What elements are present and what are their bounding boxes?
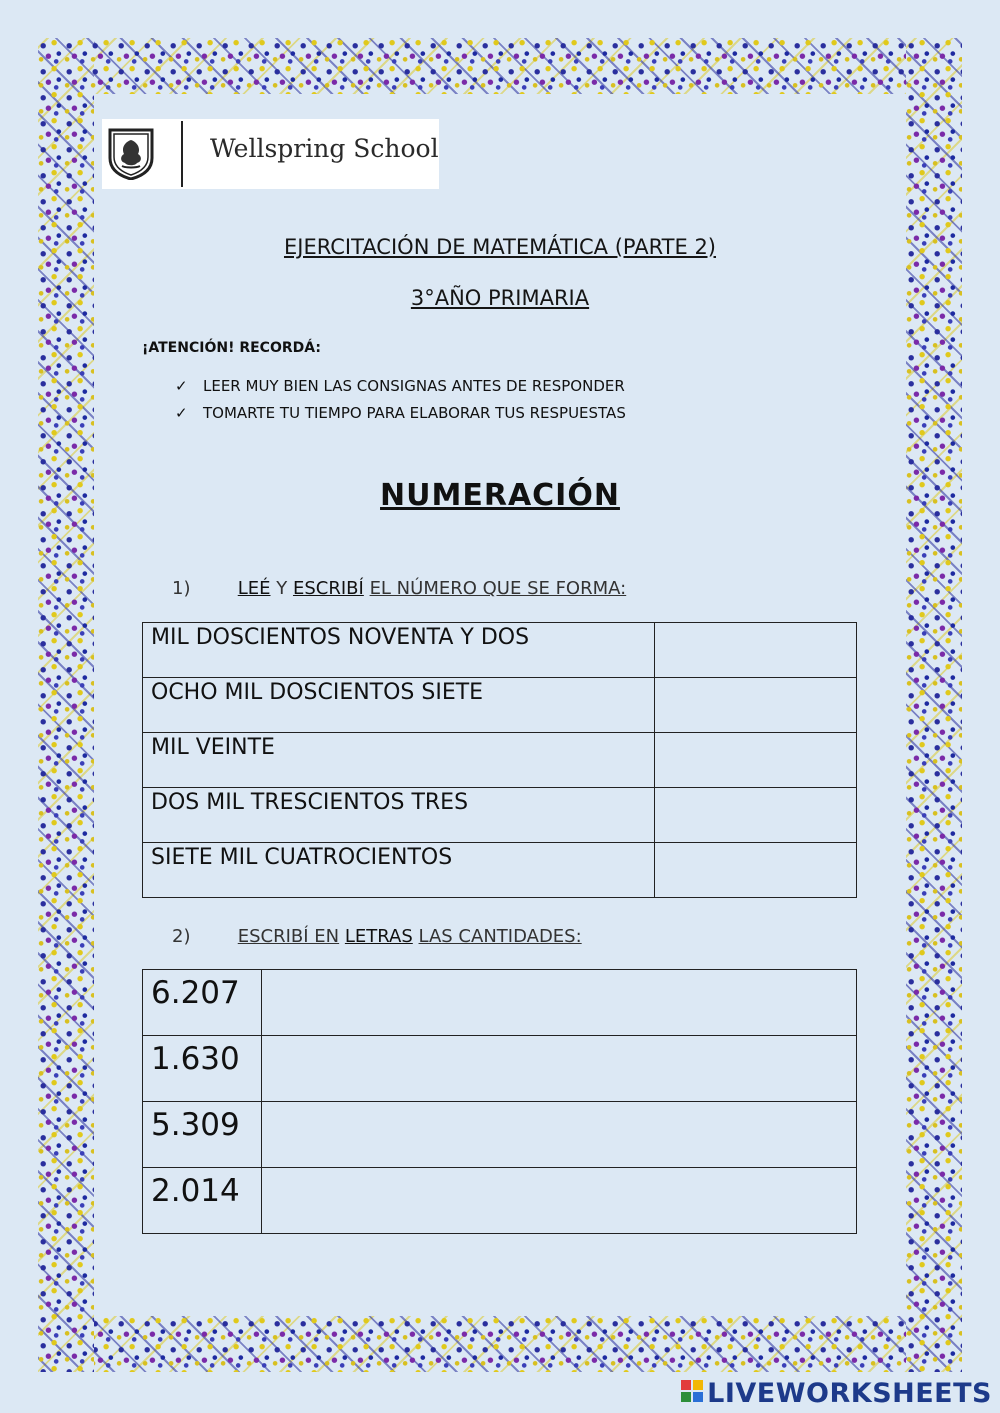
- instruction-word: Y: [276, 578, 288, 599]
- table-row: [143, 623, 857, 678]
- reminder-text: TOMARTE TU TIEMPO PARA ELABORAR TUS RESPUESTAS: [203, 404, 626, 422]
- answer-cell[interactable]: [262, 970, 857, 1036]
- checkmark-icon: ✓: [175, 404, 188, 422]
- exercise-number: 1): [172, 578, 191, 599]
- answer-cell[interactable]: [655, 788, 857, 843]
- number-words-cell: MIL DOSCIENTOS NOVENTA Y DOS: [143, 623, 655, 678]
- logo-divider: [181, 121, 183, 187]
- school-crest-icon: [108, 128, 154, 180]
- instruction-text: EL NÚMERO QUE SE FORMA:: [369, 578, 627, 599]
- instruction-text: ESCRIBÍ EN: [237, 926, 340, 947]
- school-name: Wellspring School: [210, 134, 439, 163]
- instruction-word: LEÉ: [237, 578, 271, 599]
- section-title: NUMERACIÓN: [380, 478, 620, 513]
- watermark-text: LIVEWORKSHEETS: [707, 1378, 992, 1409]
- instruction-word: LETRAS: [344, 926, 413, 947]
- instruction-word: ESCRIBÍ: [292, 578, 364, 599]
- table-row: [143, 788, 857, 843]
- answer-cell[interactable]: [655, 843, 857, 898]
- number-words-cell: SIETE MIL CUATROCIENTOS: [143, 843, 655, 898]
- table-row: [143, 678, 857, 733]
- table-row: [143, 843, 857, 898]
- attention-heading: ¡ATENCIÓN! RECORDÁ:: [142, 340, 321, 356]
- liveworksheets-logo-icon: [681, 1380, 705, 1404]
- answer-cell[interactable]: [655, 678, 857, 733]
- exercise-2-instruction: [172, 926, 582, 947]
- school-logo: [102, 119, 439, 189]
- worksheet-subtitle: 3°AÑO PRIMARIA: [410, 286, 590, 310]
- number-cell: 5.309: [143, 1102, 262, 1168]
- answer-cell[interactable]: [262, 1168, 857, 1234]
- number-cell: 1.630: [143, 1036, 262, 1102]
- checkmark-icon: ✓: [175, 377, 188, 395]
- answer-cell[interactable]: [655, 623, 857, 678]
- worksheet-title: EJERCITACIÓN DE MATEMÁTICA (PARTE 2): [283, 235, 716, 259]
- number-words-cell: DOS MIL TRESCIENTOS TRES: [143, 788, 655, 843]
- table-row: [143, 733, 857, 788]
- number-cell: 6.207: [143, 970, 262, 1036]
- answer-cell[interactable]: [262, 1102, 857, 1168]
- table-row: [143, 1036, 857, 1102]
- exercise-1-instruction: [172, 578, 626, 599]
- exercise-number: 2): [172, 926, 191, 947]
- answer-cell[interactable]: [655, 733, 857, 788]
- list-item: [175, 403, 626, 430]
- instruction-text: LAS CANTIDADES:: [418, 926, 582, 947]
- list-item: [175, 376, 626, 403]
- decorative-border-top: [38, 38, 962, 94]
- number-words-cell: OCHO MIL DOSCIENTOS SIETE: [143, 678, 655, 733]
- decorative-border-bottom: [38, 1316, 962, 1372]
- number-cell: 2.014: [143, 1168, 262, 1234]
- answer-cell[interactable]: [262, 1036, 857, 1102]
- liveworksheets-watermark: [681, 1378, 992, 1409]
- exercise-1-table: [142, 622, 857, 898]
- exercise-2-table: [142, 969, 857, 1234]
- table-row: [143, 1102, 857, 1168]
- table-row: [143, 970, 857, 1036]
- number-words-cell: MIL VEINTE: [143, 733, 655, 788]
- reminder-list: [175, 376, 626, 430]
- table-row: [143, 1168, 857, 1234]
- reminder-text: LEER MUY BIEN LAS CONSIGNAS ANTES DE RESPONDER: [203, 377, 625, 395]
